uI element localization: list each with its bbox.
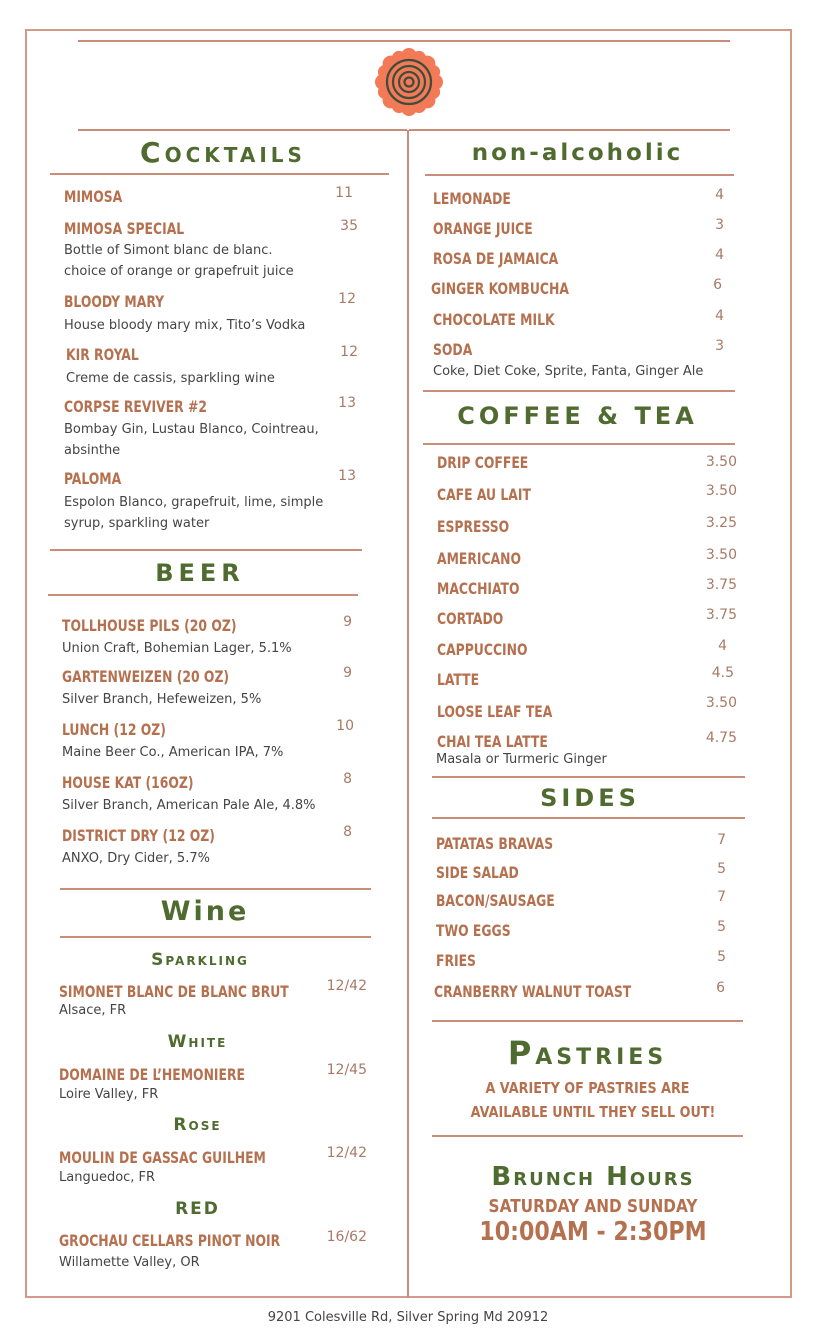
menu-item-name: LOOSE LEAF TEA: [437, 702, 553, 721]
menu-item-name: PATATAS BRAVAS: [436, 834, 554, 853]
menu-item-name: SODA: [433, 340, 473, 359]
menu-item-price: 3.25: [705, 515, 737, 531]
menu-item-price: 3.75: [705, 607, 737, 623]
wine-title: Wine: [160, 896, 250, 927]
menu-item-price: 12/45: [326, 1062, 367, 1078]
menu-item-name: TWO EGGS: [436, 921, 511, 940]
menu-item-price: 12: [340, 344, 358, 360]
menu-item-price: 3: [715, 217, 724, 233]
menu-item-description: Languedoc, FR: [59, 1170, 156, 1185]
menu-item-name: HOUSE KAT (16OZ): [62, 773, 194, 792]
brunch-time: 10:00AM - 2:30PM: [479, 1217, 707, 1247]
divider: [60, 888, 371, 890]
pastries-note-line2: AVAILABLE UNTIL THEY SELL OUT!: [470, 1103, 716, 1121]
menu-item-price: 10: [336, 718, 354, 734]
divider: [432, 1135, 743, 1137]
divider: [409, 129, 730, 131]
menu-item-price: 13: [338, 395, 356, 411]
menu-item-description: Bottle of Simont blanc de blanc. choice of orange or grapefruit juice: [64, 243, 294, 279]
divider: [78, 129, 407, 131]
menu-item-name: SIDE SALAD: [436, 863, 519, 882]
divider: [50, 549, 362, 551]
menu-item-price: 4: [715, 308, 724, 324]
menu-item-description: Espolon Blanco, grapefruit, lime, simple syrup, sparkling water: [64, 495, 324, 531]
menu-item-description: Alsace, FR: [59, 1003, 127, 1018]
menu-item-price: 12/42: [326, 978, 367, 994]
menu-item-price: 35: [340, 218, 358, 234]
menu-item-price: 4.75: [705, 730, 737, 746]
divider: [432, 776, 745, 778]
menu-item-name: MOULIN DE GASSAC GUILHEM: [59, 1148, 266, 1167]
menu-item-price: 12/42: [326, 1145, 367, 1161]
menu-item-price: 6: [713, 277, 722, 293]
menu-item-name: CHAI TEA LATTE: [437, 732, 548, 751]
menu-item-price: 16/62: [326, 1229, 367, 1245]
divider: [423, 443, 735, 445]
menu-item-name: GINGER KOMBUCHA: [431, 279, 569, 298]
menu-item-description: Creme de cassis, sparkling wine: [66, 371, 275, 386]
cocktails-title: Cocktails: [140, 136, 306, 169]
menu-item-price: 4: [718, 638, 727, 654]
menu-item-name: DISTRICT DRY (12 OZ): [62, 826, 215, 845]
menu-item-price: 5: [717, 861, 726, 877]
menu-item-name: ROSA DE JAMAICA: [433, 249, 559, 268]
menu-item-description: Silver Branch, Hefeweizen, 5%: [62, 692, 262, 707]
menu-item-price: 4.5: [711, 665, 734, 681]
wine-category-label: White: [167, 1032, 228, 1052]
menu-item-name: DRIP COFFEE: [437, 453, 529, 472]
menu-item-price: 6: [716, 980, 725, 996]
menu-item-name: SIMONET BLANC DE BLANC BRUT: [59, 982, 289, 1001]
divider: [60, 936, 371, 938]
menu-item-name: LUNCH (12 OZ): [62, 720, 166, 739]
sides-title: SIDES: [540, 784, 640, 812]
menu-item-price: 5: [717, 949, 726, 965]
brunch-days: SATURDAY AND SUNDAY: [488, 1196, 698, 1217]
menu-item-name: CORPSE REVIVER #2: [64, 397, 207, 416]
menu-item-name: MIMOSA SPECIAL: [64, 219, 185, 238]
menu-item-price: 8: [343, 824, 352, 840]
menu-item-price: 3.75: [705, 577, 737, 593]
pastries-title: Pastries: [507, 1034, 668, 1072]
menu-item-name: MACCHIATO: [437, 579, 520, 598]
menu-item-name: MIMOSA: [64, 187, 123, 206]
menu-item-price: 3.50: [705, 695, 737, 711]
menu-item-name: ORANGE JUICE: [433, 219, 533, 238]
menu-item-price: 9: [343, 614, 352, 630]
menu-item-name: CHOCOLATE MILK: [433, 310, 555, 329]
menu-item-price: 4: [715, 187, 724, 203]
menu-item-name: GROCHAU CELLARS PINOT NOIR: [59, 1231, 281, 1250]
menu-item-price: 3: [715, 338, 724, 354]
menu-item-price: 11: [335, 185, 353, 201]
menu-item-name: CAPPUCCINO: [437, 640, 528, 659]
brunch-hours-title: Brunch Hours: [491, 1162, 695, 1192]
menu-item-description: Maine Beer Co., American IPA, 7%: [62, 745, 284, 760]
menu-item-name: PALOMA: [64, 469, 122, 488]
flower-medallion-icon: [374, 47, 444, 117]
divider: [423, 390, 735, 392]
divider: [78, 40, 730, 42]
divider: [432, 1020, 743, 1022]
wine-category-label: Rose: [173, 1115, 222, 1135]
divider: [425, 174, 734, 176]
coffee-tea-title: COFFEE & TEA: [457, 402, 698, 430]
divider: [48, 594, 358, 596]
menu-item-description: Willamette Valley, OR: [59, 1255, 200, 1270]
menu-item-name: LEMONADE: [433, 189, 511, 208]
menu-item-price: 9: [343, 665, 352, 681]
menu-item-price: 7: [717, 889, 726, 905]
menu-item-description: ANXO, Dry Cider, 5.7%: [62, 851, 210, 866]
wine-category-label: RED: [175, 1199, 220, 1219]
menu-item-name: CRANBERRY WALNUT TOAST: [434, 982, 632, 1001]
menu-item-price: 3.50: [705, 454, 737, 470]
menu-item-name: CORTADO: [437, 609, 504, 628]
beer-title: BEER: [155, 559, 245, 587]
menu-item-description: Union Craft, Bohemian Lager, 5.1%: [62, 641, 292, 656]
divider: [50, 173, 389, 175]
menu-item-description: Loire Valley, FR: [59, 1087, 159, 1102]
wine-category-label: Sparkling: [151, 950, 249, 970]
menu-item-name: FRIES: [436, 951, 476, 970]
column-divider: [407, 130, 409, 1298]
menu-item-name: DOMAINE DE L’HEMONIERE: [59, 1065, 245, 1084]
menu-item-name: BACON/SAUSAGE: [436, 891, 555, 910]
menu-item-name: KIR ROYAL: [66, 345, 139, 364]
menu-item-name: GARTENWEIZEN (20 OZ): [62, 667, 230, 686]
menu-item-price: 5: [717, 919, 726, 935]
menu-item-description: Masala or Turmeric Ginger: [436, 752, 607, 767]
menu-item-description: House bloody mary mix, Tito’s Vodka: [64, 318, 306, 333]
menu-item-name: BLOODY MARY: [64, 292, 165, 311]
restaurant-address: 9201 Colesville Rd, Silver Spring Md 20912: [267, 1310, 549, 1325]
menu-item-name: ESPRESSO: [437, 517, 510, 536]
menu-item-price: 13: [338, 468, 356, 484]
menu-item-price: 3.50: [705, 547, 737, 563]
non-alcoholic-title: non-alcoholic: [471, 140, 684, 166]
menu-item-price: 4: [715, 247, 724, 263]
pastries-note-line1: A VARIETY OF PASTRIES ARE: [485, 1079, 690, 1097]
menu-item-description: Silver Branch, American Pale Ale, 4.8%: [62, 798, 316, 813]
menu-item-price: 8: [343, 771, 352, 787]
menu-item-description: Bombay Gin, Lustau Blanco, Cointreau, absinthe: [64, 422, 319, 458]
menu-item-name: LATTE: [437, 670, 480, 689]
menu-item-name: CAFE AU LAIT: [437, 485, 531, 504]
menu-item-name: AMERICANO: [437, 549, 522, 568]
menu-item-price: 3.50: [705, 483, 737, 499]
menu-item-price: 7: [717, 832, 726, 848]
divider: [432, 817, 745, 819]
menu-item-price: 12: [338, 291, 356, 307]
menu-item-description: Coke, Diet Coke, Sprite, Fanta, Ginger Ale: [433, 364, 704, 379]
menu-item-name: TOLLHOUSE PILS (20 OZ): [62, 616, 237, 635]
